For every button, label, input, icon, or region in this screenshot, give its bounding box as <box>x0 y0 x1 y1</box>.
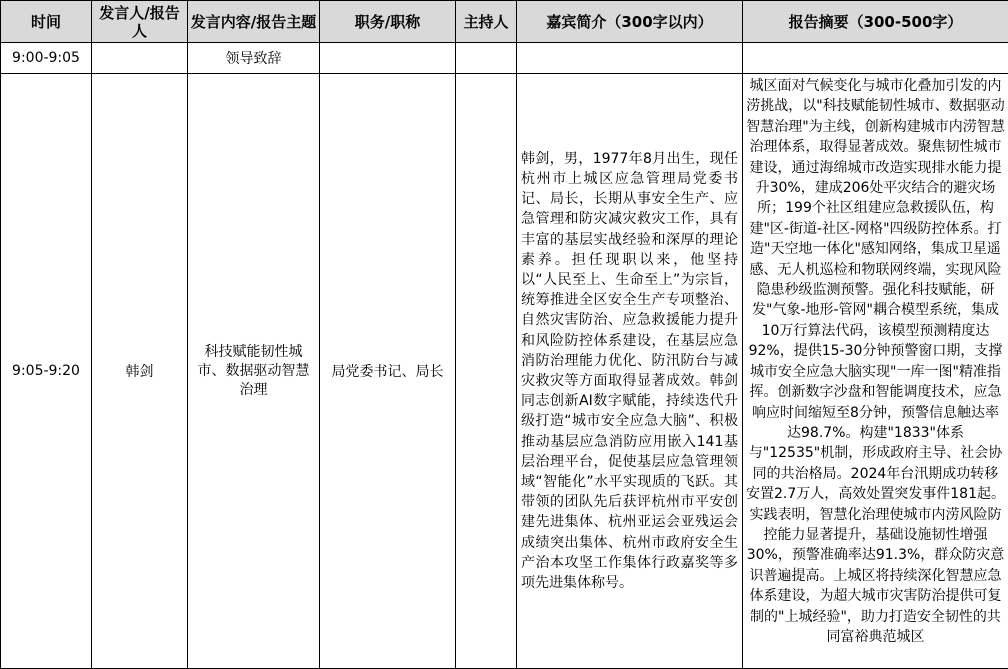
cell-time: 9:00-9:05 <box>1 43 92 74</box>
header-abstract: 报告摘要（300-500字） <box>743 1 1008 43</box>
cell-speaker: 韩剑 <box>92 74 188 669</box>
cell-abstract: 城区面对气候变化与城市化叠加引发的内涝挑战，以"科技赋能韧性城市、数据驱动智慧治理"为主线，创新构建城市内涝智慧治理体系，取得显著成效。聚焦韧性城市建设，通过海绵城市改造实现排水能力提升30%，建成206处平灾结合的避灾场所；199个社区组建应急救援队伍，构建"区-街道-社区-网格"四级防控体系。打造"天空地一体化"感知网络，集成卫星遥感、无人机巡检和物联网终端，实现风险隐患秒级监测预警。强化科技赋能，研发"气象-地形-管网"耦合模型系统，集成10万行算法代码，该模型预测精度达92%，提供15-30分钟预警窗口期，支撑城市安全应急大脑实现"一库一图"精准指挥。创新数字沙盘和智能调度技术，应急响应时间缩短至8分钟，预警信息触达率达98.7%。构建"1833"体系与"12535"机制，形成政府主导、社会协同的共治格局。2024年台汛期成功转移安置2.7万人，高效处置突发事件181起。实践表明，智慧化治理使城市内涝风险防控能力显著提升，基础设施韧性增强30%，预警准确率达91.3%，群众防灾意识普遍提高。上城区将持续深化智慧应急体系建设，为超大城市灾害防治提供可复制的"上城经验"，助力打造安全韧性的共同富裕典范城区 <box>743 74 1008 669</box>
table-row <box>1 74 1008 669</box>
cell-topic: 科技赋能韧性城市、数据驱动智慧治理 <box>188 74 320 669</box>
header-position: 职务/职称 <box>320 1 456 43</box>
cell-host <box>456 74 517 669</box>
cell-host <box>456 43 517 74</box>
header-intro: 嘉宾简介（300字以内） <box>517 1 743 43</box>
cell-position <box>320 43 456 74</box>
header-host: 主持人 <box>456 1 517 43</box>
table-row <box>1 43 1008 74</box>
header-speaker: 发言人/报告人 <box>92 1 188 43</box>
header-time: 时间 <box>1 1 92 43</box>
cell-topic: 领导致辞 <box>188 43 320 74</box>
header-topic: 发言内容/报告主题 <box>188 1 320 43</box>
cell-position: 局党委书记、局长 <box>320 74 456 669</box>
cell-intro: 韩剑，男，1977年8月出生，现任杭州市上城区应急管理局党委书记、局长，长期从事安全生产、应急管理和防灾减灾救灾工作，具有丰富的基层实战经验和深厚的理论素养。担任现职以来，他坚持以“人民至上、生命至上”为宗旨，统筹推进全区安全生产专项整治、自然灾害防治、应急救援能力提升和风险防控体系建设，在基层应急消防治理能力优化、防汛防台与减灾救灾等方面取得显著成效。韩剑同志创新AI数字赋能，持续迭代升级打造“城市安全应急大脑”、积极推动基层应急消防应用嵌入141基层治理平台，促使基层应急管理领域“智能化”水平实现质的飞跃。其带领的团队先后获评杭州市平安创建先进集体、杭州亚运会亚残运会成绩突出集体、杭州市政府安全生产治本攻坚工作集体行政嘉奖等多项先进集体称号。 <box>517 74 743 669</box>
cell-speaker <box>92 43 188 74</box>
header-row <box>1 1 1008 43</box>
cell-time: 9:05-9:20 <box>1 74 92 669</box>
cell-abstract <box>743 43 1008 74</box>
cell-intro <box>517 43 743 74</box>
